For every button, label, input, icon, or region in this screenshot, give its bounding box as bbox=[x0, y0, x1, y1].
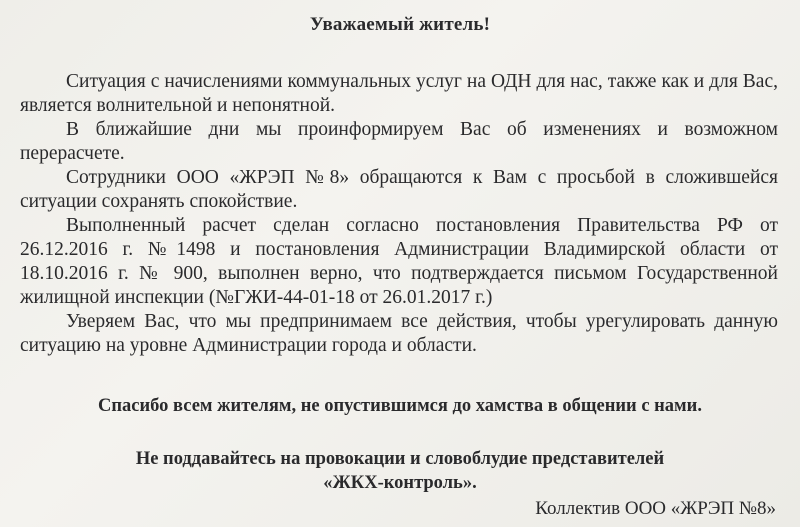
signature: Коллектив ООО «ЖРЭП №8» bbox=[535, 498, 776, 519]
paragraph-stay-calm: Сотрудники ООО «ЖРЭП №8» обращаются к Вам с просьбой в сложившейся ситуации сохранять спокойствие. bbox=[20, 167, 778, 212]
notice-title: Уважаемый житель! bbox=[309, 14, 491, 35]
paragraph-assurance: Уверяем Вас, что мы предпринимаем все действия, чтобы урегулировать данную ситуацию на уровне Администрации города и области. bbox=[20, 311, 778, 356]
warning-line-2: «ЖКХ-контроль». bbox=[323, 473, 477, 493]
paragraph-recalculation: В ближайшие дни мы проинформируем Вас об изменениях и возможном перерасчете. bbox=[20, 119, 778, 164]
warning-line-1: Не поддавайтесь на провокации и словоблудие представителей bbox=[135, 449, 665, 469]
warning-block bbox=[0, 447, 800, 495]
paragraph-legal-basis: Выполненный расчет сделан согласно постановления Правительства РФ от 26.12.2016 г. №1498 и постановления Администрации Владимирской области от 18.10.2016 г. № 900, выполнен верно, что подтверждается письмом Государственной жилищной инспекции (№ГЖИ-44-01-18 от 26.01.2017 г.) bbox=[20, 215, 778, 308]
paragraph-odn-situation: Ситуация с начислениями коммунальных услуг на ОДН для нас, также как и для Вас, является волнительной и непонятной. bbox=[20, 71, 778, 116]
notice-body bbox=[20, 70, 778, 358]
thanks-line: Спасибо всем жителям, не опустившимся до хамства в общении с нами. bbox=[98, 396, 702, 416]
